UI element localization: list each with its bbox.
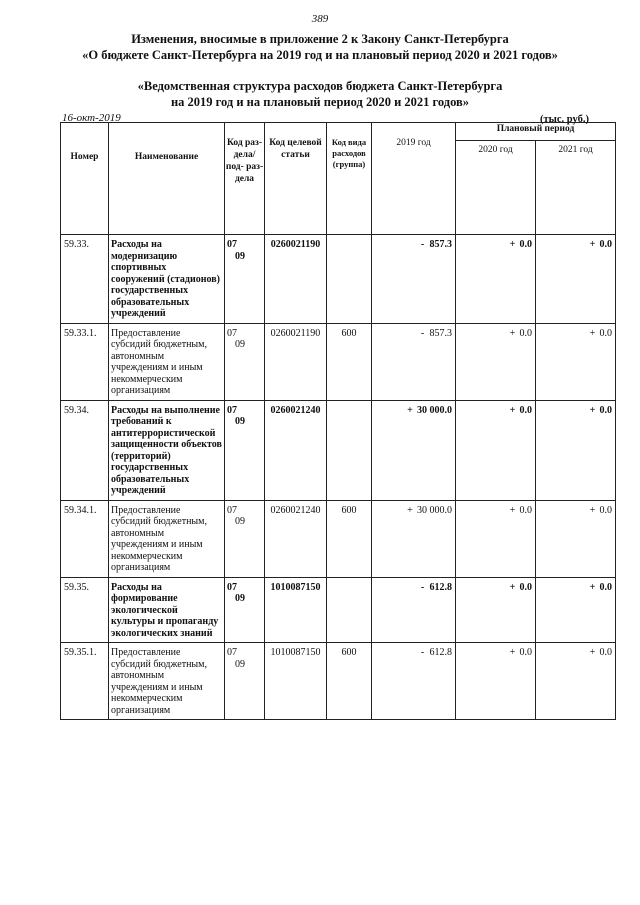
- row-vr-code: [327, 500, 372, 577]
- row-csr-code: [265, 577, 327, 643]
- table-header: [61, 123, 616, 235]
- cell-rz: 07: [227, 404, 237, 416]
- cell-v2019: 612.8: [429, 581, 452, 593]
- cell-s2019: -: [420, 327, 425, 339]
- cell-s2020: +: [509, 647, 516, 658]
- row-section-code: [225, 323, 265, 400]
- cell-num: 59.34.: [64, 404, 89, 416]
- cell-s2019: +: [407, 504, 413, 516]
- cell-name: Расходы на модернизацию спортивных сооружений (стадионов) государственных образовательных учреждений: [111, 239, 220, 319]
- header-planned-period: Плановый период: [456, 123, 616, 141]
- cell-csr: 1010087150: [270, 581, 321, 593]
- row-name: [109, 577, 225, 643]
- row-name: [109, 500, 225, 577]
- row-number: [61, 500, 109, 577]
- header-2019: 2019 год: [372, 123, 456, 235]
- document-subtitle-line-1: «Ведомственная структура расходов бюджета Санкт-Петербурга: [137, 79, 503, 93]
- row-value-2020: [456, 400, 536, 500]
- cell-v2020: 0.0: [519, 647, 532, 658]
- cell-v2020: 0.0: [519, 504, 532, 516]
- table-body: [61, 235, 616, 720]
- row-value-2020: [456, 323, 536, 400]
- cell-s2019: -: [420, 647, 425, 658]
- row-section-code: [225, 400, 265, 500]
- cell-csr: 0260021190: [270, 327, 321, 339]
- cell-name: Предоставление субсидий бюджетным, автономным учреждениям и иным некоммерческим организациям: [111, 504, 207, 573]
- cell-csr: 1010087150: [270, 647, 321, 658]
- cell-pr: 09: [235, 593, 245, 604]
- table-row: [61, 500, 616, 577]
- cell-name: Расходы на формирование экологической культуры и пропаганду экологических знаний: [111, 581, 219, 639]
- cell-s2019: -: [420, 239, 425, 250]
- row-vr-code: [327, 235, 372, 324]
- units-label: (тыс. руб.): [540, 114, 589, 125]
- cell-s2020: +: [509, 404, 516, 416]
- row-vr-code: [327, 643, 372, 720]
- cell-v2019: 30 000.0: [417, 504, 452, 516]
- cell-v2020: 0.0: [519, 239, 532, 250]
- cell-rz: 07: [227, 327, 237, 339]
- row-number: [61, 235, 109, 324]
- table-row: [61, 400, 616, 500]
- row-name: [109, 400, 225, 500]
- row-vr-code: [327, 323, 372, 400]
- cell-s2021: +: [589, 404, 596, 416]
- cell-rz: 07: [227, 581, 237, 593]
- row-vr-code: [327, 577, 372, 643]
- cell-csr: 0260021240: [270, 504, 321, 516]
- row-number: [61, 577, 109, 643]
- cell-s2020: +: [509, 504, 516, 516]
- cell-v2020: 0.0: [519, 404, 532, 416]
- cell-pr: 09: [235, 516, 245, 527]
- cell-s2021: +: [589, 504, 596, 516]
- row-value-2019: [372, 577, 456, 643]
- cell-s2021: +: [589, 327, 596, 339]
- row-name: [109, 643, 225, 720]
- row-csr-code: [265, 235, 327, 324]
- document-title-line-1: Изменения, вносимые в приложение 2 к Закону Санкт-Петербурга: [131, 32, 509, 46]
- row-value-2021: [536, 323, 616, 400]
- cell-name: Расходы на выполнение требований к антитеррористической защищенности объектов (территорий) государственных образовательных учреждений: [111, 404, 222, 496]
- header-2021: 2021 год: [536, 141, 616, 235]
- cell-v2021: 0.0: [599, 327, 612, 339]
- cell-v2021: 0.0: [599, 647, 612, 658]
- cell-pr: 09: [235, 250, 245, 262]
- row-value-2021: [536, 577, 616, 643]
- cell-num: 59.34.1.: [64, 504, 97, 516]
- row-name: [109, 235, 225, 324]
- cell-rz: 07: [227, 647, 237, 658]
- row-value-2020: [456, 235, 536, 324]
- header-name: Наименование: [109, 123, 225, 235]
- row-value-2019: [372, 235, 456, 324]
- row-value-2021: [536, 400, 616, 500]
- table-row: [61, 323, 616, 400]
- row-vr-code: [327, 400, 372, 500]
- cell-num: 59.33.1.: [64, 327, 97, 339]
- cell-s2021: +: [589, 239, 596, 250]
- cell-s2019: +: [407, 404, 413, 416]
- cell-pr: 09: [235, 658, 245, 670]
- cell-s2020: +: [509, 581, 516, 593]
- cell-rz: 07: [227, 239, 237, 250]
- header-number: Номер: [61, 123, 109, 235]
- cell-csr: 0260021190: [270, 239, 321, 250]
- cell-num: 59.35.1.: [64, 647, 97, 658]
- cell-s2019: -: [420, 581, 425, 593]
- row-name: [109, 323, 225, 400]
- header-section: Код раз- дела/ под- раз- дела: [225, 123, 265, 235]
- row-section-code: [225, 500, 265, 577]
- cell-v2021: 0.0: [599, 504, 612, 516]
- cell-vr: 600: [341, 647, 357, 658]
- row-value-2019: [372, 400, 456, 500]
- row-value-2019: [372, 500, 456, 577]
- row-csr-code: [265, 400, 327, 500]
- header-2020: 2020 год: [456, 141, 536, 235]
- cell-num: 59.33.: [64, 239, 89, 250]
- cell-v2019: 612.8: [429, 647, 452, 658]
- cell-v2020: 0.0: [519, 581, 532, 593]
- cell-v2021: 0.0: [599, 581, 612, 593]
- row-number: [61, 643, 109, 720]
- table-row: [61, 235, 616, 324]
- row-csr-code: [265, 643, 327, 720]
- row-csr-code: [265, 500, 327, 577]
- table-row: [61, 577, 616, 643]
- cell-v2019: 857.3: [429, 327, 452, 339]
- row-value-2020: [456, 577, 536, 643]
- row-value-2021: [536, 500, 616, 577]
- document-subtitle-line-2: на 2019 год и на плановый период 2020 и 2021 годов»: [170, 95, 470, 109]
- cell-rz: 07: [227, 504, 237, 516]
- page-number: 389: [311, 13, 329, 25]
- row-value-2019: [372, 323, 456, 400]
- row-value-2020: [456, 500, 536, 577]
- cell-v2020: 0.0: [519, 327, 532, 339]
- row-csr-code: [265, 323, 327, 400]
- row-section-code: [225, 643, 265, 720]
- header-csr: Код целевой статьи: [265, 123, 327, 235]
- cell-csr: 0260021240: [270, 404, 321, 416]
- document-date: 16-окт-2019: [62, 112, 121, 124]
- row-value-2021: [536, 643, 616, 720]
- row-number: [61, 323, 109, 400]
- cell-pr: 09: [235, 416, 245, 427]
- cell-s2020: +: [509, 327, 516, 339]
- row-number: [61, 400, 109, 500]
- cell-pr: 09: [235, 339, 245, 350]
- cell-s2021: +: [589, 581, 596, 593]
- cell-v2021: 0.0: [599, 404, 612, 416]
- cell-vr: 600: [341, 327, 357, 339]
- row-section-code: [225, 577, 265, 643]
- row-value-2019: [372, 643, 456, 720]
- cell-v2021: 0.0: [599, 239, 612, 250]
- cell-vr: 600: [341, 504, 357, 516]
- header-vr: Код вида расходов (группа): [327, 123, 372, 235]
- document-title-line-2: «О бюджете Санкт-Петербурга на 2019 год и на плановый период 2020 и 2021 годов»: [82, 48, 558, 62]
- cell-name: Предоставление субсидий бюджетным, автономным учреждениям и иным некоммерческим организациям: [111, 647, 207, 716]
- cell-s2020: +: [509, 239, 516, 250]
- cell-name: Предоставление субсидий бюджетным, автономным учреждениям и иным некоммерческим организациям: [111, 327, 207, 396]
- cell-v2019: 857.3: [429, 239, 452, 250]
- cell-s2021: +: [589, 647, 596, 658]
- cell-v2019: 30 000.0: [417, 404, 452, 416]
- row-value-2021: [536, 235, 616, 324]
- cell-num: 59.35.: [64, 581, 89, 593]
- budget-table: [60, 122, 616, 720]
- table-row: [61, 643, 616, 720]
- row-value-2020: [456, 643, 536, 720]
- row-section-code: [225, 235, 265, 324]
